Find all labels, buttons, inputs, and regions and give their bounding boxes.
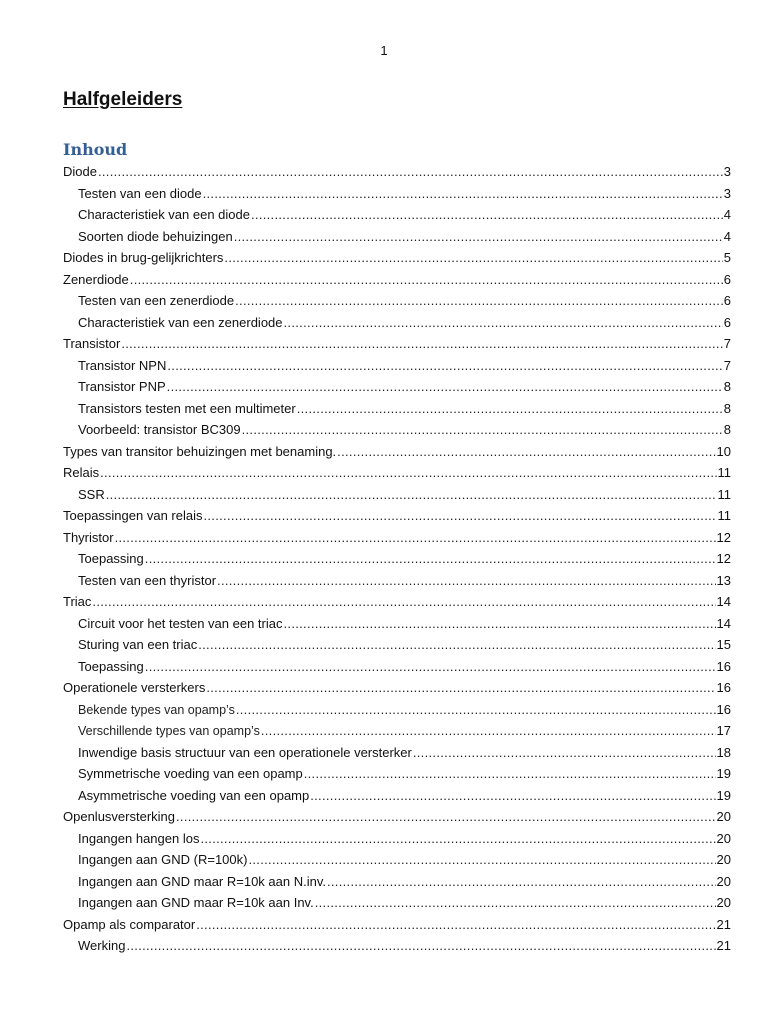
toc-entry[interactable] [63,184,731,206]
toc-dot-leader [145,549,716,568]
toc-entry-label[interactable]: Ingangen hangen los [78,830,200,846]
toc-entry[interactable] [63,678,731,700]
toc-entry[interactable] [63,377,731,399]
toc-entry-label[interactable]: Opamp als comparator [63,916,196,932]
toc-entry-label[interactable]: Transistors testen met een multimeter [78,400,296,416]
toc-entry-page-number[interactable]: 16 [716,680,731,695]
toc-entry-label[interactable]: Types van transitor behuizingen met benaming. [63,443,337,459]
toc-entry-page-number[interactable]: 14 [716,594,731,609]
toc-entry[interactable] [63,399,731,421]
toc-dot-leader [224,248,722,267]
toc-entry-page-number[interactable]: 3 [723,164,731,179]
toc-entry-page-number[interactable]: 16 [716,658,731,674]
toc-dot-leader [106,485,717,504]
toc-entry[interactable] [63,786,731,808]
toc-dot-leader [203,184,723,203]
toc-entry-page-number[interactable]: 18 [716,744,731,760]
toc-entry-label[interactable]: Transistor [63,336,121,351]
toc-entry-page-number[interactable]: 13 [716,572,731,588]
toc-entry-label[interactable]: Testen van een thyristor [78,572,217,588]
toc-entry-page-number[interactable]: 15 [716,637,731,652]
toc-dot-leader [145,657,716,676]
toc-heading: Inhoud [63,140,128,159]
toc-entry-page-number[interactable]: 21 [716,938,731,953]
toc-dot-leader [235,291,723,310]
toc-entry-label[interactable]: Bekende types van opamp’s [78,702,235,717]
toc-dot-leader [130,270,723,289]
toc-entry[interactable] [63,592,731,614]
toc-dot-leader [315,893,716,912]
toc-dot-leader [248,850,715,869]
toc-entry-page-number[interactable]: 20 [716,830,731,846]
toc-entry-page-number[interactable]: 12 [716,529,731,545]
toc-dot-leader [203,506,716,525]
toc-entry-page-number[interactable]: 4 [723,228,731,244]
toc-entry-label[interactable]: Inwendige basis structuur van een operationele versterker [78,744,412,760]
toc-entry-page-number[interactable]: 11 [717,486,731,502]
toc-entry-page-number[interactable]: 20 [716,895,731,910]
toc-dot-leader [251,205,723,224]
toc-entry-label[interactable]: Ingangen aan GND maar R=10k aan N.inv. [78,873,326,889]
toc-entry-label[interactable]: Transistor PNP [78,379,166,394]
toc-entry-label[interactable]: Ingangen aan GND maar R=10k aan Inv. [78,895,314,910]
toc-entry-label[interactable]: Toepassing [78,551,144,566]
toc-entry[interactable] [63,829,731,851]
toc-entry-page-number[interactable]: 3 [723,185,731,201]
toc-entry[interactable] [63,915,731,937]
toc-entry-label[interactable]: Voorbeeld: transistor BC309 [78,422,241,437]
toc-entry-page-number[interactable]: 19 [716,766,731,781]
toc-entry[interactable] [63,700,731,722]
toc-dot-leader [217,571,716,590]
toc-entry-label[interactable]: Toepassingen van relais [63,508,203,523]
toc-dot-leader [304,764,716,783]
toc-entry[interactable] [63,291,731,313]
toc-dot-leader [261,721,716,740]
toc-entry-page-number[interactable]: 16 [716,701,731,717]
toc-entry-page-number[interactable]: 8 [723,400,731,416]
toc-entry-page-number[interactable]: 20 [716,852,731,867]
toc-entry-page-number[interactable]: 6 [723,271,731,287]
toc-entry-page-number[interactable]: 4 [723,207,731,222]
toc-entry[interactable] [63,872,731,894]
toc-dot-leader [413,743,716,762]
toc-entry-label[interactable]: Characteristiek van een diode [78,207,250,222]
toc-entry-page-number[interactable]: 7 [723,357,731,373]
toc-dot-leader [297,399,723,418]
toc-dot-leader [167,377,723,396]
toc-entry[interactable] [63,721,731,743]
toc-entry-label[interactable]: Sturing van een triac [78,637,198,652]
toc-entry-page-number[interactable]: 10 [716,443,731,459]
toc-dot-leader [121,334,722,353]
toc-entry[interactable] [63,248,731,270]
toc-entry[interactable] [63,205,731,227]
toc-entry-page-number[interactable]: 6 [723,314,731,330]
toc-dot-leader [196,915,715,934]
toc-entry-label[interactable]: SSR [78,486,105,502]
toc-entry[interactable] [63,528,731,550]
document-title: Halfgeleiders [63,89,183,110]
toc-entry-label[interactable]: Triac [63,594,92,609]
toc-entry-label[interactable]: Transistor NPN [78,357,167,373]
toc-entry[interactable] [63,227,731,249]
toc-entry[interactable] [63,270,731,292]
toc-dot-leader [206,678,715,697]
toc-entry-page-number[interactable]: 7 [723,336,731,351]
toc-entry-label[interactable]: Testen van een zenerdiode [78,293,235,308]
toc-entry[interactable] [63,356,731,378]
toc-entry-label[interactable]: Zenerdiode [63,271,129,287]
toc-dot-leader [126,936,715,955]
toc-entry-label[interactable]: Operationele versterkers [63,680,206,695]
toc-entry-label[interactable]: Circuit voor het testen van een triac [78,615,283,631]
toc-entry-label[interactable]: Ingangen aan GND (R=100k) [78,852,248,867]
toc-entry-label[interactable]: Werking [78,938,126,953]
toc-entry-label[interactable]: Thyristor [63,529,114,545]
toc-entry-label[interactable]: Toepassing [78,658,144,674]
toc-entry-label[interactable]: Openlusversterking [63,809,175,824]
toc-dot-leader [310,786,715,805]
toc-dot-leader [337,442,715,461]
toc-entry-page-number[interactable]: 12 [716,551,731,566]
toc-dot-leader [236,700,716,719]
toc-entry[interactable] [63,614,731,636]
toc-dot-leader [100,463,716,482]
toc-entry[interactable] [63,463,731,485]
toc-entry[interactable] [63,893,731,915]
toc-entry[interactable] [63,807,731,829]
toc-dot-leader [92,592,715,611]
toc-dot-leader [115,528,716,547]
toc-entry[interactable] [63,743,731,765]
toc-dot-leader [200,829,715,848]
toc-entry[interactable] [63,549,731,571]
toc-entry[interactable] [63,571,731,593]
toc-dot-leader [198,635,715,654]
toc-entry-page-number[interactable]: 8 [723,422,731,437]
toc-entry-label[interactable]: Relais [63,465,100,480]
toc-entry[interactable] [63,936,731,958]
toc-entry[interactable] [63,485,731,507]
toc-entry-label[interactable]: Asymmetrische voeding van een opamp [78,787,310,803]
toc-entry[interactable] [63,657,731,679]
toc-entry-page-number[interactable]: 14 [716,615,731,631]
toc-entry[interactable] [63,850,731,872]
toc-entry-page-number[interactable]: 11 [717,508,731,523]
toc-entry[interactable] [63,764,731,786]
toc-entry[interactable] [63,313,731,335]
toc-dot-leader [176,807,716,826]
toc-entry-label[interactable]: Verschillende types van opamp’s [78,724,260,738]
toc-entry[interactable] [63,635,731,657]
page-number: 1 [380,43,388,58]
toc-entry-label[interactable]: Diode [63,164,97,179]
toc-dot-leader [242,420,723,439]
table-of-contents [63,162,731,958]
toc-entry-page-number[interactable]: 20 [716,809,731,824]
toc-entry-label[interactable]: Characteristiek van een zenerdiode [78,314,283,330]
toc-dot-leader [98,162,723,181]
toc-entry-label[interactable]: Diodes in brug-gelijkrichters [63,250,224,265]
toc-entry-page-number[interactable]: 8 [723,379,731,394]
toc-entry-page-number[interactable]: 6 [723,293,731,308]
toc-entry[interactable] [63,506,731,528]
toc-entry-page-number[interactable]: 17 [716,723,731,738]
toc-entry[interactable] [63,442,731,464]
toc-entry-label[interactable]: Soorten diode behuizingen [78,228,233,244]
toc-entry-page-number[interactable]: 11 [717,465,731,480]
toc-entry-page-number[interactable]: 21 [716,916,731,932]
toc-entry-label[interactable]: Testen van een diode [78,185,202,201]
toc-dot-leader [284,313,723,332]
toc-dot-leader [327,872,716,891]
toc-entry-page-number[interactable]: 5 [723,250,731,265]
toc-entry-page-number[interactable]: 19 [716,787,731,803]
toc-entry-page-number[interactable]: 20 [716,873,731,889]
toc-entry[interactable] [63,420,731,442]
toc-entry-label[interactable]: Symmetrische voeding van een opamp [78,766,303,781]
toc-dot-leader [234,227,723,246]
toc-entry[interactable] [63,162,731,184]
toc-dot-leader [167,356,722,375]
toc-entry[interactable] [63,334,731,356]
toc-dot-leader [284,614,716,633]
